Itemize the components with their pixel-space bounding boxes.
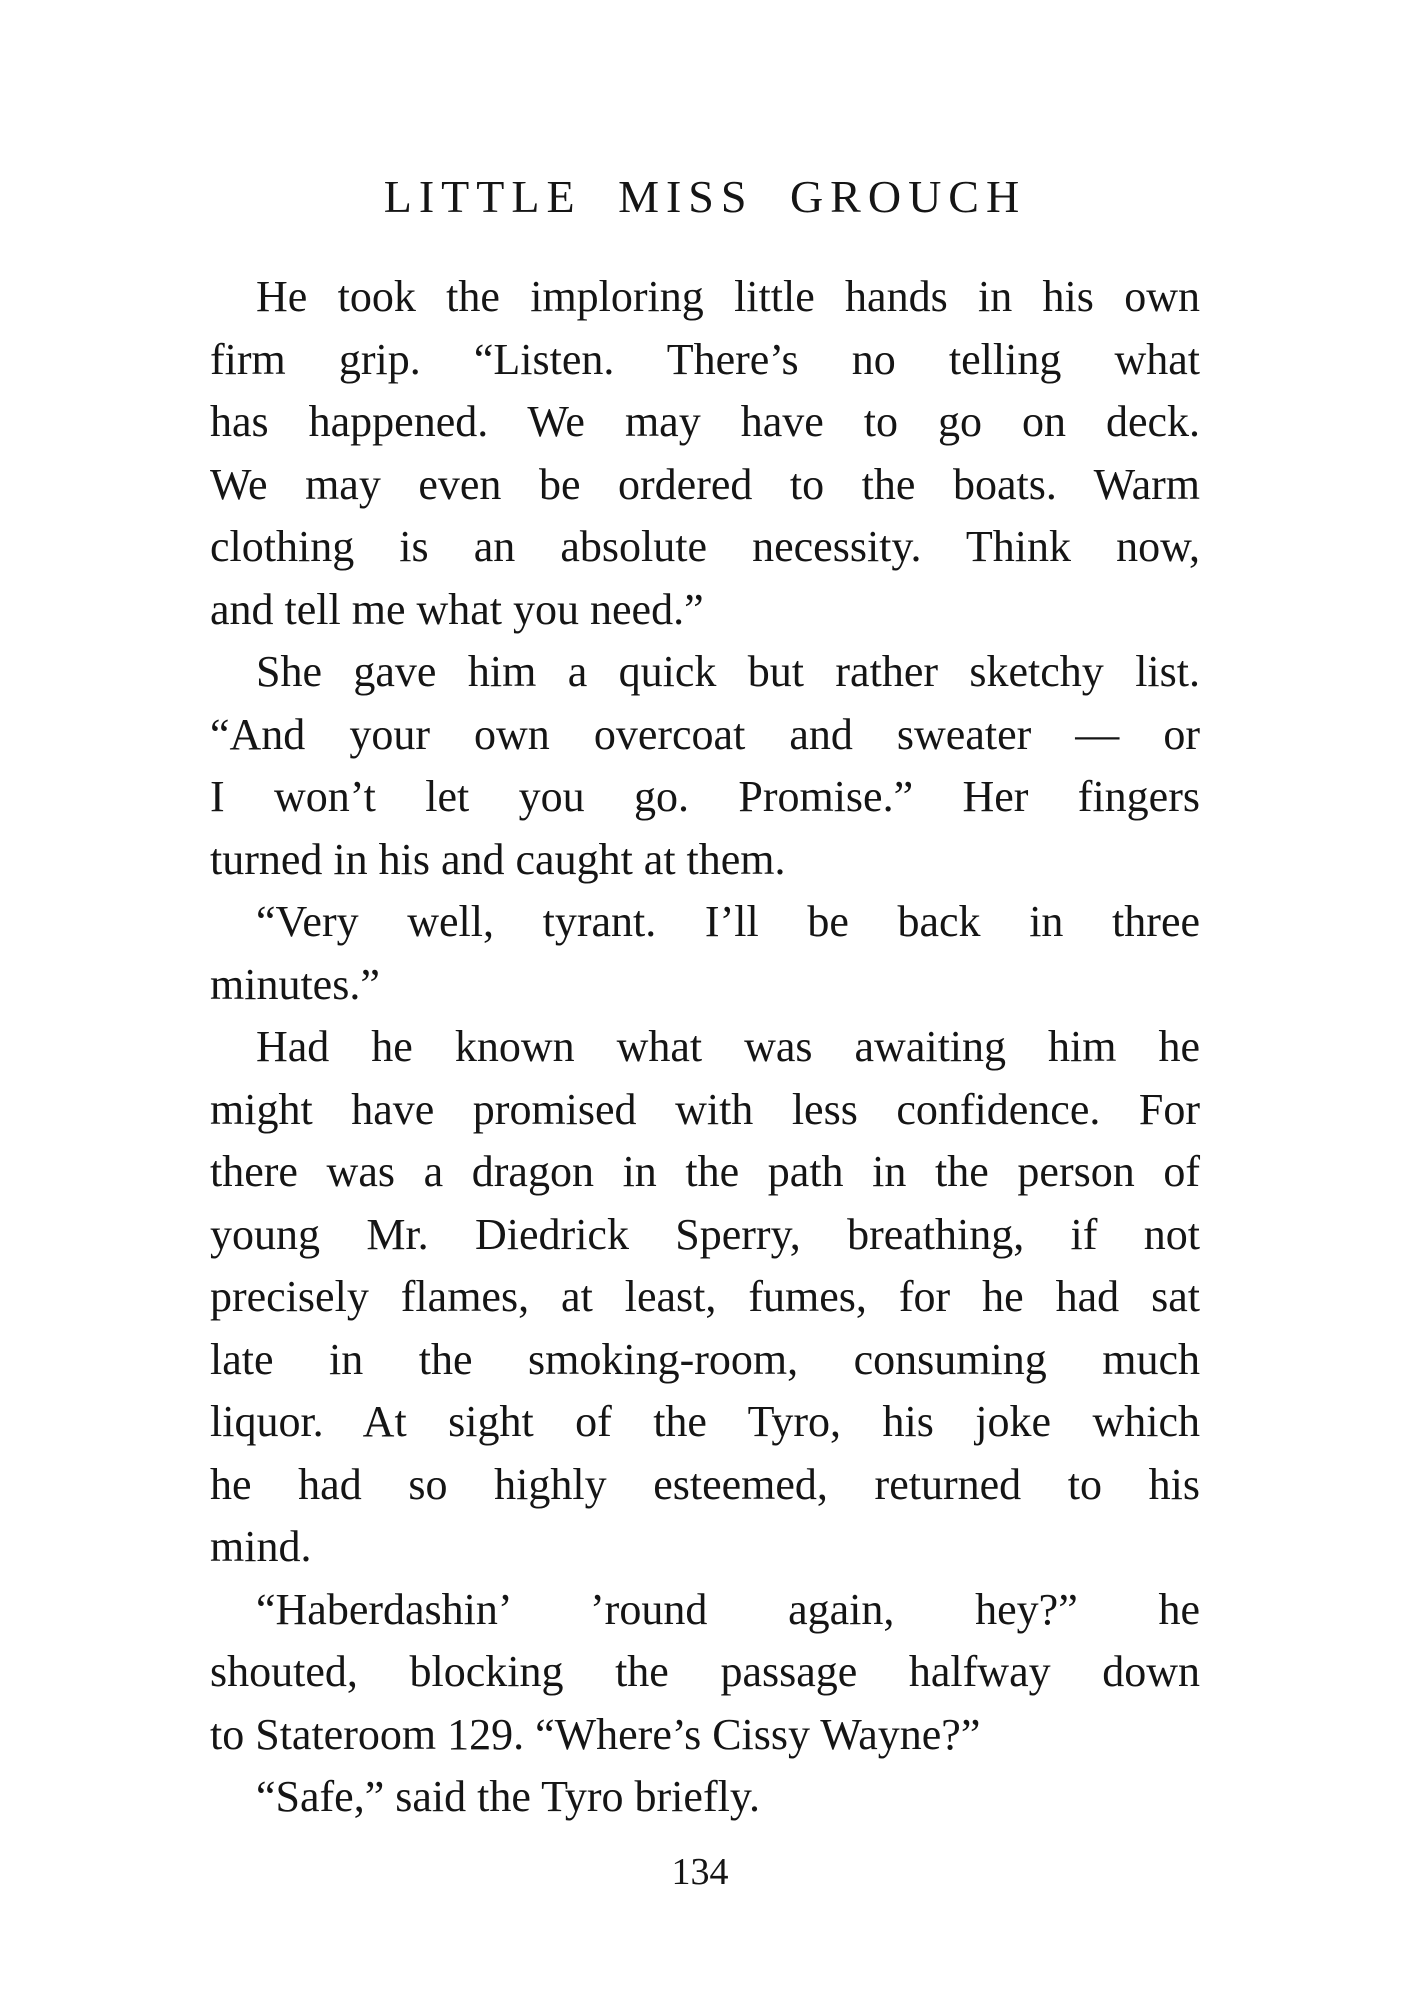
- text-line: He took the imploring little hands in his own: [256, 272, 1200, 321]
- page-number: 134: [671, 1851, 729, 1893]
- text-line: there was a dragon in the path in the person of: [210, 1147, 1200, 1196]
- text-line: mind.: [210, 1522, 312, 1571]
- text-line: precisely flames, at least, fumes, for he had sat: [210, 1272, 1200, 1321]
- body-text: [210, 266, 1200, 1829]
- text-line: young Mr. Diedrick Sperry, breathing, if not: [210, 1209, 1200, 1259]
- text-line: has happened. We may have to go on deck.: [210, 397, 1200, 446]
- text-line: We may even be ordered to the boats. Warm: [210, 459, 1200, 509]
- text-line: to Stateroom 129. “Where’s Cissy Wayne?”: [210, 1709, 981, 1759]
- running-head: LITTLE MISS GROUCH: [383, 171, 1027, 222]
- text-line: “Very well, tyrant. I’ll be back in three: [256, 897, 1200, 946]
- text-line: “Haberdashin’ ’round again, hey?” he: [256, 1584, 1200, 1634]
- text-line: I won’t let you go. Promise.” Her fingers: [210, 772, 1200, 821]
- text-line: liquor. At sight of the Tyro, his joke which: [210, 1397, 1200, 1446]
- text-line: shouted, blocking the passage halfway down: [210, 1647, 1200, 1696]
- text-line: might have promised with less confidence. For: [210, 1084, 1200, 1134]
- text-line: he had so highly esteemed, returned to his: [210, 1459, 1200, 1509]
- text-line: She gave him a quick but rather sketchy list.: [256, 647, 1200, 696]
- text-line: and tell me what you need.”: [210, 584, 704, 634]
- text-line: minutes.”: [210, 959, 380, 1009]
- text-line: firm grip. “Listen. There’s no telling what: [210, 334, 1200, 384]
- text-line: turned in his and caught at them.: [210, 834, 786, 884]
- text-line: “And your own overcoat and sweater — or: [210, 709, 1200, 759]
- text-line: Had he known what was awaiting him he: [256, 1022, 1200, 1071]
- text-line: clothing is an absolute necessity. Think now,: [210, 522, 1200, 571]
- text-line: “Safe,” said the Tyro briefly.: [256, 1772, 760, 1821]
- text-line: late in the smoking-room, consuming much: [210, 1334, 1200, 1384]
